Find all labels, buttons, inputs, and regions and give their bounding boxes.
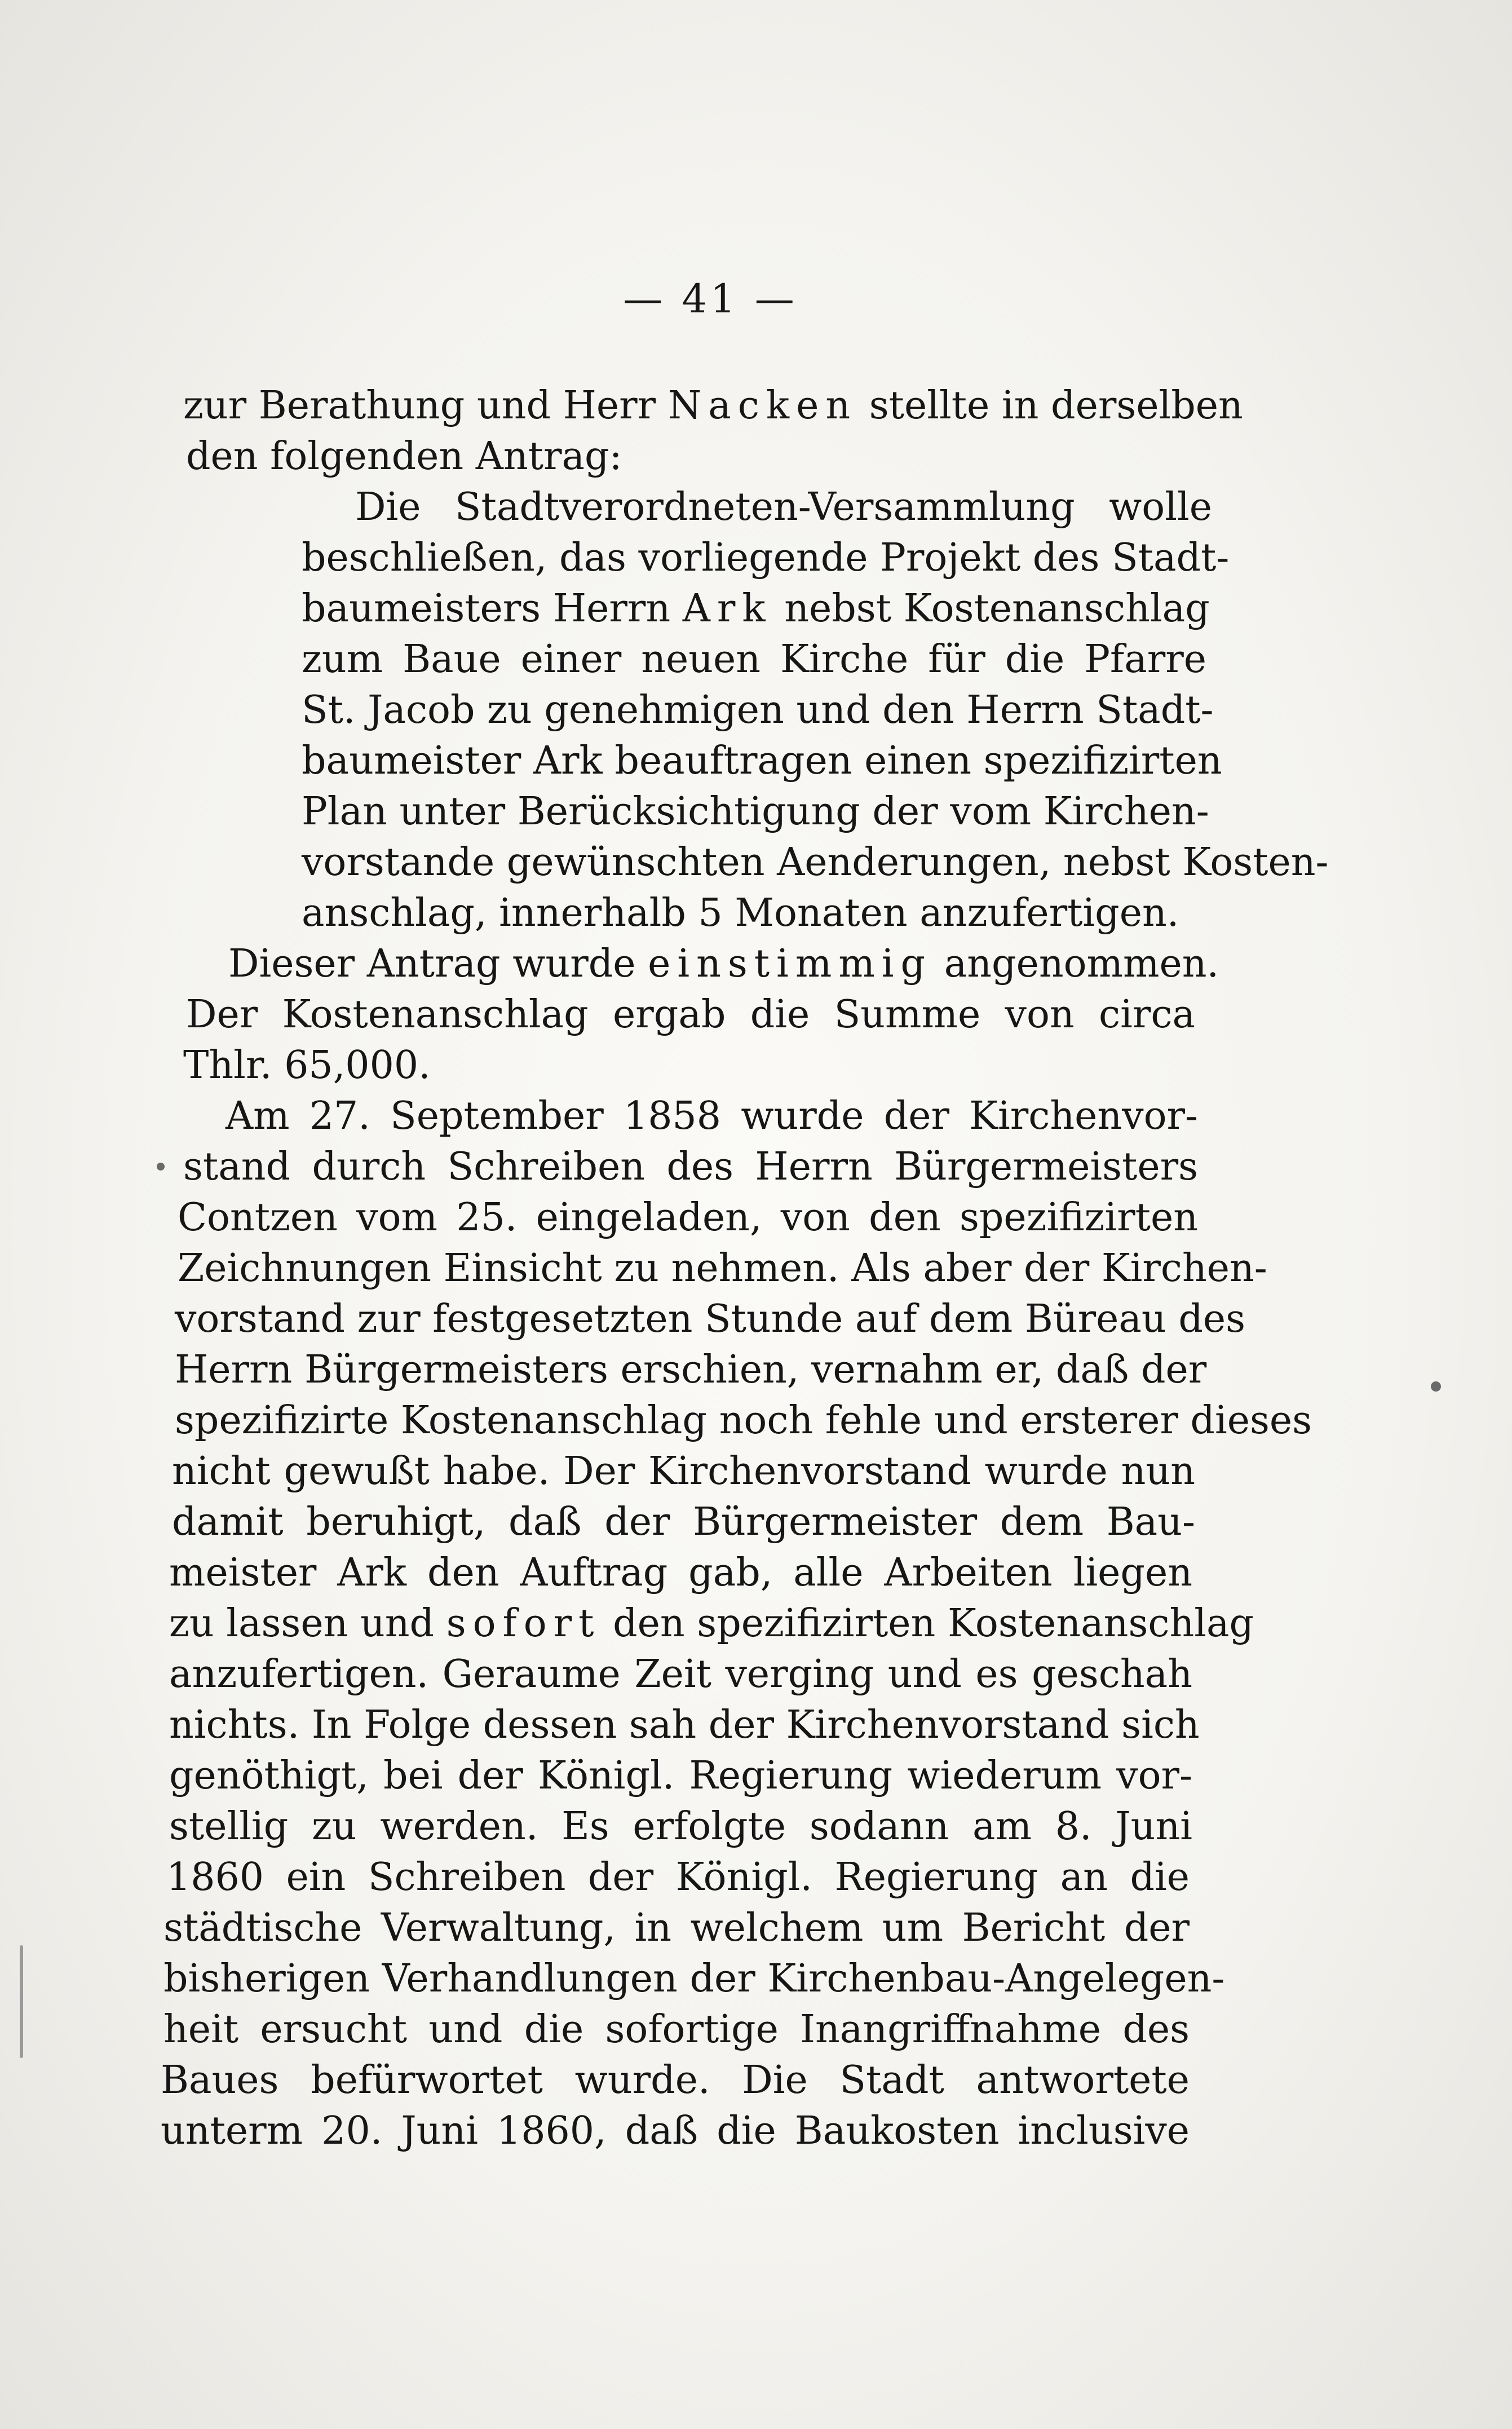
text-line — [302, 586, 1210, 631]
text-line — [302, 739, 1222, 783]
text-line — [163, 1906, 1190, 1950]
text-segment: spezifizirte Kostenanschlag noch fehle und ersterer dieses — [175, 1398, 1312, 1443]
page-edge-mark — [20, 1945, 23, 2058]
ink-speck — [157, 1163, 165, 1171]
text-segment: anschlag, innerhalb 5 Monaten anzufertigen. — [302, 891, 1179, 935]
text-segment: zum Baue einer neuen Kirche für die Pfarre — [302, 637, 1206, 682]
spaced-word: sofort — [446, 1601, 601, 1646]
text-line — [302, 789, 1209, 834]
text-segment: stand durch Schreiben des Herrn Bürgermeisters — [183, 1145, 1198, 1189]
text-segment: vorstand zur festgesetzten Stunde auf dem Büreau des — [175, 1297, 1245, 1341]
text-line — [163, 2007, 1190, 2052]
text-line — [302, 688, 1214, 732]
text-segment: baumeisters Herrn — [302, 586, 683, 631]
text-line — [169, 1804, 1192, 1849]
text-segment: Thlr. 65,000. — [183, 1043, 431, 1088]
text-line — [161, 2109, 1190, 2153]
text-line — [178, 1246, 1267, 1291]
text-segment: damit beruhigt, daß der Bürgermeister dem Bau- — [172, 1500, 1195, 1544]
text-segment: bisherigen Verhandlungen der Kirchenbau-Angelegen- — [163, 1957, 1225, 2001]
spaced-word: Nacken — [667, 383, 857, 428]
text-segment: Am 27. September 1858 wurde der Kirchenvor- — [226, 1094, 1198, 1138]
text-segment: nicht gewußt habe. Der Kirchenvorstand wurde nun — [172, 1449, 1195, 1494]
text-line — [226, 1094, 1198, 1138]
text-line — [169, 1601, 1254, 1646]
text-line — [302, 891, 1179, 935]
text-line — [183, 1145, 1198, 1189]
text-segment: Contzen vom 25. eingeladen, von den spezifizirten — [178, 1195, 1198, 1240]
text-line — [302, 840, 1329, 885]
text-line — [169, 1703, 1200, 1747]
text-segment: vorstande gewünschten Aenderungen, nebst Kosten- — [302, 840, 1329, 885]
text-line — [161, 2058, 1190, 2103]
text-segment: St. Jacob zu genehmigen und den Herrn Stadt- — [302, 688, 1214, 732]
text-segment: Dieser Antrag wurde — [228, 942, 648, 986]
text-segment: meister Ark den Auftrag gab, alle Arbeiten liegen — [169, 1551, 1192, 1595]
text-segment: nichts. In Folge dessen sah der Kirchenvorstand sich — [169, 1703, 1200, 1747]
text-line — [183, 383, 1243, 428]
text-segment: Der Kostenanschlag ergab die Summe von circa — [186, 992, 1195, 1037]
spaced-word: Ark — [682, 586, 772, 631]
text-line — [186, 992, 1195, 1037]
text-segment: 1860 ein Schreiben der Königl. Regierung an die — [166, 1855, 1190, 1900]
text-line — [175, 1398, 1312, 1443]
text-segment: Plan unter Berücksichtigung der vom Kirchen- — [302, 789, 1209, 834]
text-segment: Herrn Bürgermeisters erschien, vernahm er, daß der — [175, 1348, 1207, 1392]
spaced-word: einstimmig — [648, 942, 932, 986]
text-segment: Zeichnungen Einsicht zu nehmen. Als aber der Kirchen- — [178, 1246, 1267, 1291]
ink-speck — [1431, 1381, 1441, 1392]
text-line — [163, 1957, 1225, 2001]
text-segment: zur Berathung und Herr — [183, 383, 668, 428]
text-line — [178, 1195, 1198, 1240]
text-line — [166, 1855, 1190, 1900]
text-line — [172, 1500, 1195, 1544]
text-segment: nebst Kostenanschlag — [772, 586, 1210, 631]
text-line — [183, 1043, 431, 1088]
text-segment: anzufertigen. Geraume Zeit verging und es geschah — [169, 1652, 1192, 1697]
text-segment: den folgenden Antrag: — [186, 434, 622, 479]
text-line — [228, 942, 1219, 986]
text-segment: angenommen. — [932, 942, 1219, 986]
text-segment: beschließen, das vorliegende Projekt des Stadt- — [302, 536, 1230, 580]
text-segment: stellte in derselben — [857, 383, 1243, 428]
text-segment: stellig zu werden. Es erfolgte sodann am 8. Juni — [169, 1804, 1192, 1849]
text-line — [175, 1348, 1207, 1392]
text-line — [169, 1551, 1192, 1595]
text-segment: heit ersucht und die sofortige Inangriffnahme des — [163, 2007, 1190, 2052]
text-line — [302, 637, 1206, 682]
text-line — [169, 1652, 1192, 1697]
text-line — [172, 1449, 1195, 1494]
text-line — [355, 485, 1212, 529]
text-line — [169, 1754, 1192, 1798]
text-line — [302, 536, 1230, 580]
text-segment: zu lassen und — [169, 1601, 446, 1646]
page-number: — 41 — — [623, 276, 798, 322]
text-segment: Die Stadtverordneten-Versammlung wolle — [355, 485, 1212, 529]
text-segment: baumeister Ark beauftragen einen spezifizirten — [302, 739, 1222, 783]
text-segment: unterm 20. Juni 1860, daß die Baukosten inclusive — [161, 2109, 1190, 2153]
text-line — [186, 434, 622, 479]
text-line — [175, 1297, 1245, 1341]
text-segment: genöthigt, bei der Königl. Regierung wiederum vor- — [169, 1754, 1192, 1798]
text-segment: Baues befürwortet wurde. Die Stadt antwortete — [161, 2058, 1190, 2103]
text-segment: städtische Verwaltung, in welchem um Bericht der — [163, 1906, 1190, 1950]
text-segment: den spezifizirten Kostenanschlag — [600, 1601, 1254, 1646]
